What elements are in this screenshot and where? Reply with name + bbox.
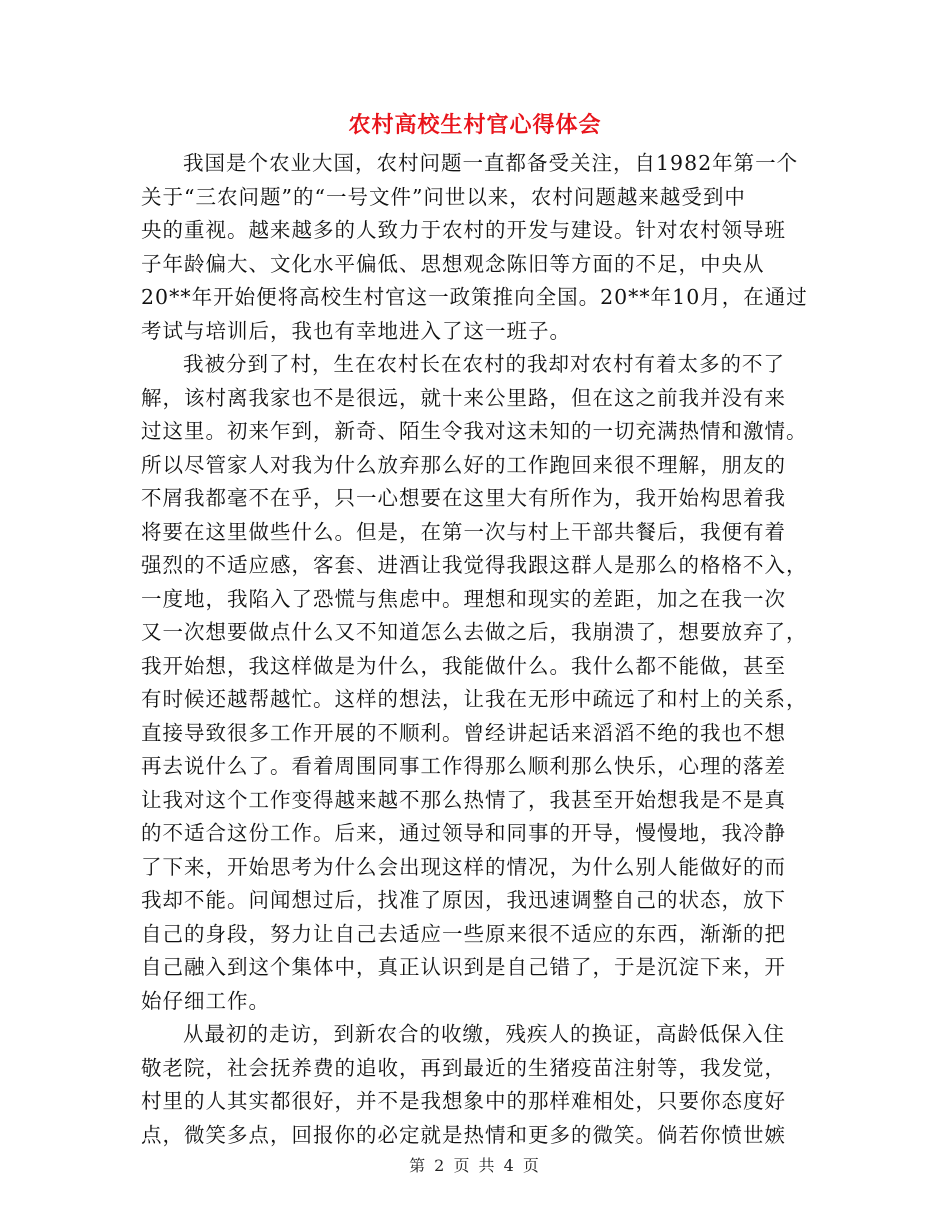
text-line: 一度地，我陷入了恐慌与焦虑中。理想和现实的差距，加之在我一次 bbox=[141, 586, 786, 611]
document-body bbox=[141, 147, 811, 1152]
text-line: 始仔细工作。 bbox=[141, 988, 270, 1013]
text-line: 敬老院，社会抚养费的追收，再到最近的生猪疫苗注射等，我发觉， bbox=[141, 1055, 786, 1080]
text-line: 又一次想要做点什么又不知道怎么去做之后，我崩溃了，想要放弃了， bbox=[141, 620, 808, 644]
paragraph-1 bbox=[141, 147, 811, 348]
text-line: 让我对这个工作变得越来越不那么热情了，我甚至开始想我是不是真 bbox=[141, 787, 786, 812]
text-line: 了下来，开始思考为什么会出现这样的情况，为什么别人能做好的而 bbox=[141, 854, 786, 879]
text-line: 央的重视。越来越多的人致力于农村的开发与建设。针对农村领导班 bbox=[141, 218, 786, 242]
text-line: 的不适合这份工作。后来，通过领导和同事的开导，慢慢地，我冷静 bbox=[141, 821, 786, 845]
text-line: 我却不能。问闻想过后，找准了原因，我迅速调整自己的状态，放下 bbox=[141, 888, 786, 912]
page-number-footer: 第 2 页 共 4 页 bbox=[409, 1156, 541, 1175]
text-line: 自己的身段，努力让自己去适应一些原来很不适应的东西，渐渐的把 bbox=[141, 921, 786, 946]
text-line: 我国是个农业大国，农村问题一直都备受关注，自1982年第一个 bbox=[183, 151, 799, 175]
text-line: 关于“三农问题”的“一号文件”问世以来，农村问题越来越受到中 bbox=[141, 184, 746, 209]
paragraph-2 bbox=[141, 348, 811, 1018]
text-line: 直接导致很多工作开展的不顺利。曾经讲起话来滔滔不绝的我也不想 bbox=[141, 720, 786, 745]
text-line: 将要在这里做些什么。但是，在第一次与村上干部共餐后，我便有着 bbox=[141, 519, 786, 544]
text-line: 自己融入到这个集体中，真正认识到是自己错了，于是沉淀下来，开 bbox=[141, 955, 786, 979]
text-line: 不屑我都毫不在乎，只一心想要在这里大有所作为，我开始构思着我 bbox=[141, 486, 786, 510]
text-line: 解，该村离我家也不是很远，就十来公里路，但在这之前我并没有来 bbox=[141, 385, 786, 410]
text-line: 我被分到了村，生在农村长在农村的我却对农村有着太多的不了 bbox=[183, 352, 785, 376]
text-line: 20**年开始便将高校生村官这一政策推向全国。20**年10月，在通过 bbox=[141, 285, 808, 309]
document-title: 农村高校生村官心得体会 bbox=[348, 113, 602, 138]
paragraph-3 bbox=[141, 1018, 811, 1152]
text-line: 我开始想，我这样做是为什么，我能做什么。我什么都不能做，甚至 bbox=[141, 653, 786, 678]
text-line: 有时候还越帮越忙。这样的想法，让我在无形中疏远了和村上的关系， bbox=[141, 687, 808, 711]
text-line: 考试与培训后，我也有幸地进入了这一班子。 bbox=[141, 318, 571, 343]
text-line: 子年龄偏大、文化水平偏低、思想观念陈旧等方面的不足，中央从 bbox=[141, 251, 765, 276]
text-line: 从最初的走访，到新农合的收缴，残疾人的换证，高龄低保入住 bbox=[183, 1022, 785, 1046]
text-line: 强烈的不适应感，客套、进酒让我觉得我跟这群人是那么的格格不入， bbox=[141, 553, 808, 577]
text-line: 再去说什么了。看着周围同事工作得那么顺利那么快乐，心理的落差 bbox=[141, 754, 786, 778]
text-line: 点，微笑多点，回报你的必定就是热情和更多的微笑。倘若你愤世嫉 bbox=[141, 1122, 786, 1147]
text-line: 过这里。初来乍到，新奇、陌生令我对这未知的一切充满热情和激情。 bbox=[141, 419, 808, 443]
text-line: 村里的人其实都很好，并不是我想象中的那样难相处，只要你态度好 bbox=[141, 1089, 786, 1113]
text-line: 所以尽管家人对我为什么放弃那么好的工作跑回来很不理解，朋友的 bbox=[141, 452, 786, 477]
